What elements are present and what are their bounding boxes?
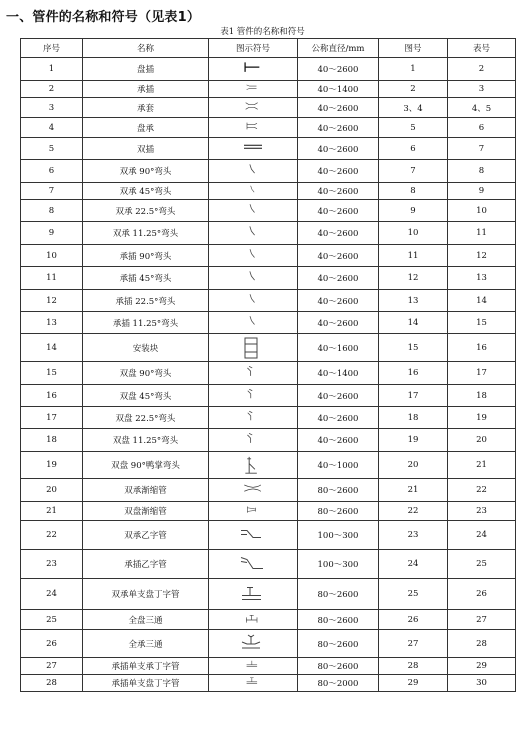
figure-number: 22 [379,502,448,521]
fitting-name: 承插 11.25°弯头 [83,312,209,334]
symbol-cell [209,118,298,138]
symbol-cell [209,200,298,222]
figure-number: 16 [379,362,448,385]
offset-socket-symbol-icon [239,523,267,548]
row-number: 15 [21,362,83,385]
fitting-name: 双盘 45°弯头 [83,385,209,407]
symbol-cell [209,81,298,98]
table-row [21,429,516,452]
figure-number: 27 [379,630,448,658]
table-row [21,160,516,183]
flanged-bend-symbol-icon [239,409,267,427]
flange-spigot-symbol-icon [239,60,267,79]
col-header-figure: 图号 [379,39,448,58]
figure-number: 20 [379,452,448,479]
bend-symbol-icon [239,224,267,243]
nominal-diameter: 40～2600 [298,58,379,81]
flanged-bend-symbol-icon [239,431,267,450]
table-number: 9 [448,183,516,200]
all-flange-tee-symbol-icon [239,612,267,628]
row-number: 10 [21,245,83,267]
fitting-name: 承插 90°弯头 [83,245,209,267]
fitting-name: 双插 [83,138,209,160]
table-number: 7 [448,138,516,160]
col-header-symbol: 图示符号 [209,39,298,58]
fitting-name: 承插单支盘丁字管 [83,675,209,692]
table-row [21,407,516,429]
fitting-name: 承插单支承丁字管 [83,658,209,675]
bend-symbol-icon [239,162,267,181]
table-row [21,245,516,267]
table-number: 21 [448,452,516,479]
nominal-diameter: 40～2600 [298,118,379,138]
symbol-cell [209,334,298,362]
fitting-name: 承插 [83,81,209,98]
bend-symbol-icon [239,247,267,265]
table-number: 29 [448,658,516,675]
table-row [21,550,516,579]
nominal-diameter: 40～2600 [298,385,379,407]
fitting-name: 双承 90°弯头 [83,160,209,183]
table-number: 24 [448,521,516,550]
fitting-name: 承套 [83,98,209,118]
table-row [21,58,516,81]
row-number: 1 [21,58,83,81]
fitting-name: 双盘 90°鸭掌弯头 [83,452,209,479]
table-number: 10 [448,200,516,222]
symbol-cell [209,479,298,502]
table-body [21,58,516,692]
symbol-cell [209,407,298,429]
nominal-diameter: 40～2600 [298,98,379,118]
bend-symbol-icon [239,269,267,288]
nominal-diameter: 40～2600 [298,200,379,222]
row-number: 27 [21,658,83,675]
fitting-name: 双盘 90°弯头 [83,362,209,385]
offset-spigot-symbol-icon [239,552,267,577]
symbol-cell [209,160,298,183]
col-header-diameter: 公称直径/mm [298,39,379,58]
nominal-diameter: 40～2600 [298,183,379,200]
row-number: 16 [21,385,83,407]
table-number: 27 [448,610,516,630]
table-number: 3 [448,81,516,98]
figure-number: 1 [379,58,448,81]
table-row [21,81,516,98]
figure-number: 28 [379,658,448,675]
symbol-cell [209,521,298,550]
table-number: 8 [448,160,516,183]
row-number: 14 [21,334,83,362]
figure-number: 5 [379,118,448,138]
row-number: 22 [21,521,83,550]
fitting-name: 双盘 22.5°弯头 [83,407,209,429]
symbol-cell [209,550,298,579]
table-number: 18 [448,385,516,407]
symbol-cell [209,452,298,479]
table-row [21,362,516,385]
fitting-name: 承插乙字管 [83,550,209,579]
figure-number: 25 [379,579,448,610]
symbol-cell [209,245,298,267]
table-number: 26 [448,579,516,610]
nominal-diameter: 40～2600 [298,407,379,429]
nominal-diameter: 40～2600 [298,160,379,183]
reducer-socket-symbol-icon [239,481,267,500]
symbol-cell [209,138,298,160]
row-number: 2 [21,81,83,98]
row-number: 24 [21,579,83,610]
table-number: 4、5 [448,98,516,118]
fitting-name: 盘承 [83,118,209,138]
nominal-diameter: 100～300 [298,521,379,550]
fitting-name: 全承三通 [83,630,209,658]
table-header [21,39,516,58]
table-number: 13 [448,267,516,290]
symbol-cell [209,630,298,658]
row-number: 25 [21,610,83,630]
row-number: 11 [21,267,83,290]
nominal-diameter: 40～2600 [298,222,379,245]
symbol-cell [209,610,298,630]
figure-number: 10 [379,222,448,245]
nominal-diameter: 40～2600 [298,267,379,290]
mounting-block-symbol-icon [239,336,267,360]
figure-number: 23 [379,521,448,550]
figure-number: 3、4 [379,98,448,118]
row-number: 4 [21,118,83,138]
fitting-name: 安装块 [83,334,209,362]
symbol-cell [209,58,298,81]
fitting-name: 双承乙字管 [83,521,209,550]
row-number: 8 [21,200,83,222]
figure-number: 9 [379,200,448,222]
tee-socket-branch-symbol-icon [239,659,267,673]
row-number: 26 [21,630,83,658]
symbol-cell [209,267,298,290]
symbol-cell [209,579,298,610]
col-header-name: 名称 [83,39,209,58]
table-row [21,630,516,658]
table-number: 25 [448,550,516,579]
figure-number: 17 [379,385,448,407]
row-number: 9 [21,222,83,245]
nominal-diameter: 80～2600 [298,610,379,630]
symbol-cell [209,362,298,385]
duckfoot-bend-symbol-icon [239,454,267,477]
symbol-cell [209,429,298,452]
fitting-name: 双承单支盘丁字管 [83,579,209,610]
fitting-name: 盘插 [83,58,209,81]
flange-socket-symbol-icon [239,120,267,136]
table-number: 14 [448,290,516,312]
nominal-diameter: 40～2600 [298,312,379,334]
row-number: 28 [21,675,83,692]
nominal-diameter: 80～2000 [298,675,379,692]
table-row [21,658,516,675]
figure-number: 7 [379,160,448,183]
figure-number: 15 [379,334,448,362]
col-header-no: 序号 [21,39,83,58]
nominal-diameter: 40～2600 [298,429,379,452]
figure-number: 19 [379,429,448,452]
table-row [21,334,516,362]
symbol-cell [209,290,298,312]
nominal-diameter: 80～2600 [298,479,379,502]
figure-number: 2 [379,81,448,98]
row-number: 20 [21,479,83,502]
table-row [21,479,516,502]
table-row [21,521,516,550]
socket-sleeve-symbol-icon [239,100,267,116]
nominal-diameter: 40～2600 [298,245,379,267]
table-caption: 表1 管件的名称和符号 [220,27,305,37]
row-number: 3 [21,98,83,118]
nominal-diameter: 80～2600 [298,502,379,521]
figure-number: 8 [379,183,448,200]
flanged-bend-symbol-icon [239,364,267,383]
nominal-diameter: 80～2600 [298,658,379,675]
row-number: 12 [21,290,83,312]
table-row [21,290,516,312]
table-row [21,267,516,290]
nominal-diameter: 40～1600 [298,334,379,362]
symbol-cell [209,183,298,200]
table-number: 12 [448,245,516,267]
figure-number: 24 [379,550,448,579]
table-number: 6 [448,118,516,138]
table-row [21,312,516,334]
fitting-name: 全盘三通 [83,610,209,630]
double-spigot-symbol-icon [239,140,267,158]
table-number: 15 [448,312,516,334]
table-number: 20 [448,429,516,452]
table-row [21,385,516,407]
nominal-diameter: 80～2600 [298,630,379,658]
symbol-cell [209,222,298,245]
row-number: 7 [21,183,83,200]
fitting-name: 双承 45°弯头 [83,183,209,200]
table-number: 28 [448,630,516,658]
fitting-name: 承插 45°弯头 [83,267,209,290]
nominal-diameter: 100～300 [298,550,379,579]
socket-spigot-symbol-icon [239,82,267,96]
table-number: 22 [448,479,516,502]
symbol-cell [209,658,298,675]
table-number: 11 [448,222,516,245]
section-title: 一、管件的名称和符号（见表1） [6,10,201,25]
row-number: 18 [21,429,83,452]
table-row [21,579,516,610]
figure-number: 26 [379,610,448,630]
fitting-name: 双承 11.25°弯头 [83,222,209,245]
row-number: 23 [21,550,83,579]
symbol-cell [209,675,298,692]
bend-symbol-icon [239,202,267,220]
fitting-name: 双承 22.5°弯头 [83,200,209,222]
row-number: 21 [21,502,83,521]
table-number: 30 [448,675,516,692]
table-row [21,118,516,138]
fitting-name: 承插 22.5°弯头 [83,290,209,312]
symbol-cell [209,98,298,118]
symbol-cell [209,502,298,521]
table-row [21,675,516,692]
table-number: 17 [448,362,516,385]
figure-number: 18 [379,407,448,429]
row-number: 13 [21,312,83,334]
table-row [21,200,516,222]
row-number: 5 [21,138,83,160]
bend-symbol-icon [239,184,267,198]
figure-number: 13 [379,290,448,312]
flanged-bend-symbol-icon [239,387,267,405]
nominal-diameter: 40～1400 [298,362,379,385]
table-row [21,98,516,118]
table-number: 23 [448,502,516,521]
row-number: 6 [21,160,83,183]
fitting-name: 双盘渐缩管 [83,502,209,521]
figure-number: 11 [379,245,448,267]
fitting-name: 双盘 11.25°弯头 [83,429,209,452]
nominal-diameter: 40～1400 [298,81,379,98]
figure-number: 21 [379,479,448,502]
nominal-diameter: 40～2600 [298,290,379,312]
table-number: 16 [448,334,516,362]
symbol-cell [209,312,298,334]
table-row [21,502,516,521]
table-row [21,138,516,160]
bend-symbol-icon [239,292,267,310]
table-row [21,610,516,630]
tee-flange-branch-symbol-icon [239,581,267,608]
figure-number: 29 [379,675,448,692]
symbol-cell [209,385,298,407]
row-number: 19 [21,452,83,479]
all-socket-tee-symbol-icon [239,632,267,656]
tee-spigot-flange-branch-symbol-icon [239,676,267,690]
table-row [21,183,516,200]
row-number: 17 [21,407,83,429]
reducer-flange-symbol-icon [239,504,267,519]
figure-number: 14 [379,312,448,334]
table-number: 2 [448,58,516,81]
col-header-table: 表号 [448,39,516,58]
figure-number: 12 [379,267,448,290]
nominal-diameter: 40～2600 [298,138,379,160]
table-number: 19 [448,407,516,429]
fitting-name: 双承渐缩管 [83,479,209,502]
table-row [21,222,516,245]
table-row [21,452,516,479]
nominal-diameter: 40～1000 [298,452,379,479]
bend-symbol-icon [239,314,267,332]
figure-number: 6 [379,138,448,160]
nominal-diameter: 80～2600 [298,579,379,610]
fittings-table [20,38,516,692]
